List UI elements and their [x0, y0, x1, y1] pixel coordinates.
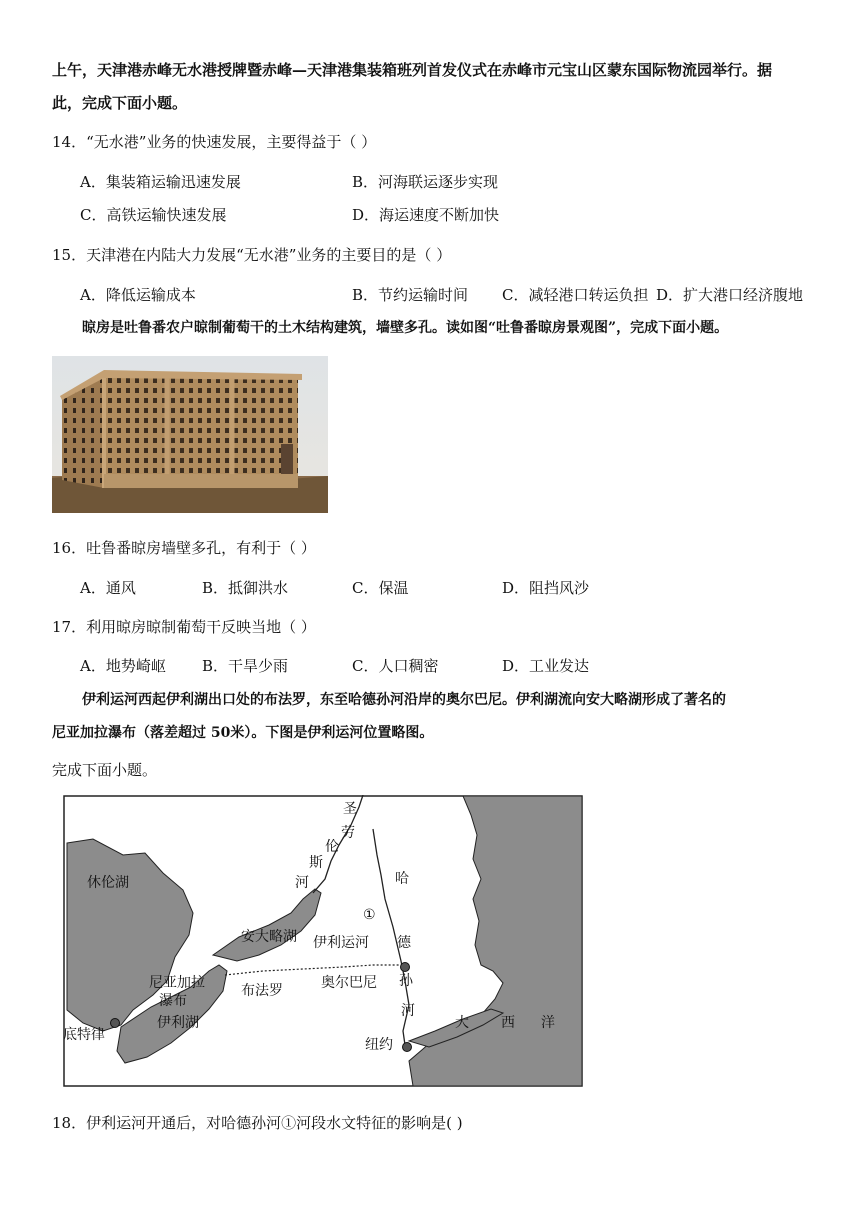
newyork-dot [403, 1043, 412, 1052]
q16-option-b: B．抵御洪水 [202, 579, 289, 597]
label-huron: 休伦湖 [87, 875, 129, 891]
question-15-stem: 15．天津港在内陆大力发展“无水港”业务的主要目的是（ ） [52, 246, 452, 264]
intro-line-2: 此，完成下面小题。 [52, 94, 188, 112]
q15-option-c: C．减轻港口转运负担 [502, 286, 649, 304]
question-18-stem: 18．伊利运河开通后，对哈德孙河①河段水文特征的影响是( ) [52, 1114, 463, 1132]
erie-intro-line-1: 伊利运河西起伊利湖出口处的布法罗，东至哈德孙河沿岸的奥尔巴尼。伊利湖流向安大略湖形成了著名的 [82, 692, 726, 708]
turpan-drying-house-photo [52, 356, 328, 513]
question-14-stem: 14．“无水港”业务的快速发展，主要得益于（ ） [52, 133, 377, 151]
label-erie-canal: 伊利运河 [313, 935, 369, 951]
label-albany: 奥尔巴尼 [321, 975, 377, 991]
label-st-lawrence-5: 河 [295, 875, 309, 891]
q17-option-d: D．工业发达 [502, 657, 590, 675]
label-niagara-1: 尼亚加拉 [149, 975, 205, 991]
q16-option-c: C．保温 [352, 579, 409, 597]
q15-option-b: B．节约运输时间 [352, 286, 469, 304]
q14-option-d: D．海运速度不断加快 [352, 206, 500, 224]
label-detroit: 底特律 [63, 1027, 105, 1043]
erie-intro-line-3: 完成下面小题。 [52, 761, 158, 779]
q16-option-d: D．阻挡风沙 [502, 579, 590, 597]
q15-option-a: A．降低运输成本 [80, 286, 196, 304]
label-atlantic-1: 大 [455, 1015, 469, 1031]
intro-line-1: 上午，天津港赤峰无水港授牌暨赤峰—天津港集装箱班列首发仪式在赤峰市元宝山区蒙东国际物流园举行。据 [52, 61, 773, 79]
q14-option-c: C．高铁运输快速发展 [80, 206, 227, 224]
liangfang-intro: 晾房是吐鲁番农户晾制葡萄干的土木结构建筑，墙壁多孔。读如图“吐鲁番晾房景观图”，完成下面小题。 [82, 320, 729, 336]
erie-intro-line-2: 尼亚加拉瀑布（落差超过 50米）。下图是伊利运河位置略图。 [52, 725, 434, 741]
label-atlantic-3: 洋 [541, 1015, 555, 1031]
albany-dot [401, 963, 410, 972]
q15-option-d: D．扩大港口经济腹地 [656, 286, 804, 304]
q16-option-a: A．通风 [80, 579, 136, 597]
erie-canal-map [63, 795, 583, 1087]
label-hudson-3: 孙 [399, 973, 413, 989]
label-atlantic-2: 西 [501, 1015, 515, 1031]
q17-option-c: C．人口稠密 [352, 657, 439, 675]
label-st-lawrence-3: 伦 [325, 839, 339, 855]
q14-option-b: B．河海联运逐步实现 [352, 173, 499, 191]
label-niagara-2: 瀑布 [159, 993, 187, 1009]
q17-option-b: B．干旱少雨 [202, 657, 289, 675]
label-ontario: 安大略湖 [241, 929, 297, 945]
label-erie: 伊利湖 [157, 1015, 199, 1031]
question-16-stem: 16．吐鲁番晾房墙壁多孔，有利于（ ） [52, 539, 316, 557]
label-circle-1: ① [363, 907, 376, 923]
detroit-dot [111, 1019, 120, 1028]
label-newyork: 纽约 [365, 1037, 393, 1053]
label-hudson-2: 德 [397, 935, 411, 951]
label-st-lawrence-4: 斯 [309, 855, 323, 871]
q14-option-a: A．集装箱运输迅速发展 [80, 173, 241, 191]
label-hudson-1: 哈 [395, 871, 409, 887]
label-st-lawrence-2: 劳 [341, 825, 355, 841]
label-st-lawrence-1: 圣 [343, 801, 357, 817]
label-buffalo: 布法罗 [241, 983, 283, 999]
label-hudson-4: 河 [401, 1003, 415, 1019]
question-17-stem: 17．利用晾房晾制葡萄干反映当地（ ） [52, 618, 316, 636]
q17-option-a: A．地势崎岖 [80, 657, 166, 675]
